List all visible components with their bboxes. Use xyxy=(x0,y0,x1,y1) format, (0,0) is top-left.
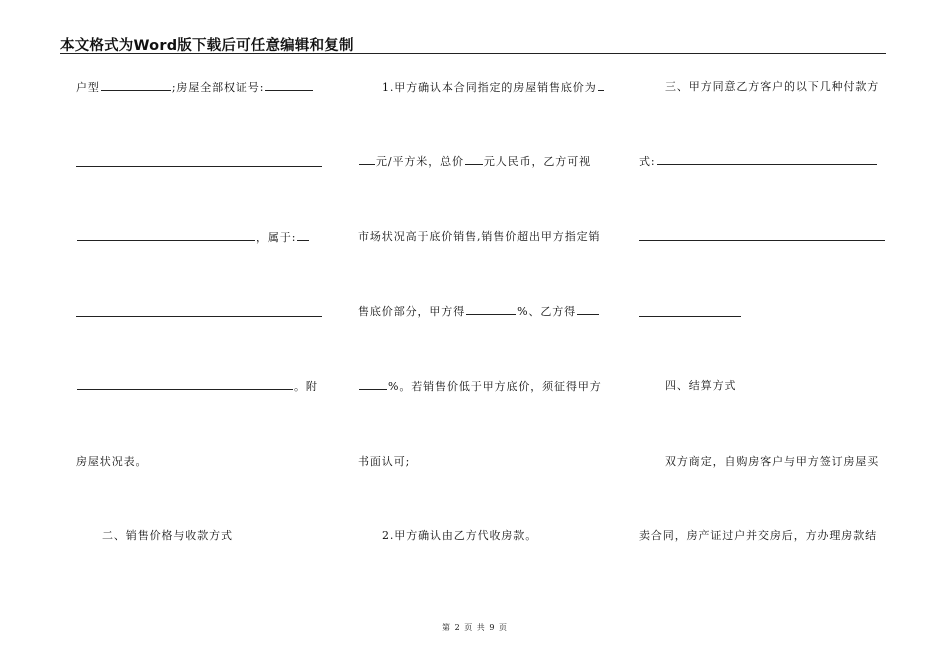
text-fragment: 市场状况高于底价销售,销售价超出甲方指定销 xyxy=(358,230,601,243)
header-banner: 本文格式为Word版下载后可任意编辑和复制 xyxy=(60,38,354,54)
text-line xyxy=(76,455,147,469)
section-heading xyxy=(102,529,233,543)
text-fragment: 1.甲方确认本合同指定的房屋销售底价为 xyxy=(382,81,597,94)
fill-blank xyxy=(265,80,313,91)
page-prefix: 第 xyxy=(442,623,452,632)
page-total: 9 xyxy=(489,623,496,632)
text-line xyxy=(639,154,878,169)
text-line xyxy=(76,230,310,245)
text-line xyxy=(382,529,537,543)
fill-blank xyxy=(657,154,877,165)
text-fragment: ;房屋全部权证号: xyxy=(171,81,265,94)
text-line xyxy=(639,529,877,543)
text-line xyxy=(358,379,602,394)
text-fragment: 书面认可; xyxy=(358,455,411,468)
text-fragment: 四、结算方式 xyxy=(665,379,737,392)
section-heading xyxy=(665,80,879,94)
fill-blank xyxy=(466,304,516,315)
column-1 xyxy=(76,0,322,672)
text-fragment: 式: xyxy=(639,155,656,168)
text-fragment: 三、甲方同意乙方客户的以下几种付款方 xyxy=(665,80,880,93)
text-line xyxy=(76,379,318,394)
text-line xyxy=(358,304,600,319)
text-fragment: 售底价部分，甲方得 xyxy=(358,305,466,318)
text-fragment: 元人民币，乙方可视 xyxy=(483,155,592,168)
column-3 xyxy=(639,0,885,672)
text-fragment: %。若销售价低于甲方底价，须征得甲方 xyxy=(388,380,602,393)
text-fragment: 卖合同，房产证过户并交房后，方办理房款结 xyxy=(639,529,877,542)
text-fragment: 元/平方米，总价 xyxy=(376,155,464,168)
text-line xyxy=(382,80,605,95)
fill-blank xyxy=(77,379,293,390)
section-heading xyxy=(665,379,736,393)
text-fragment: ，属于: xyxy=(256,231,297,244)
fill-blank xyxy=(359,379,387,390)
page-current: 2 xyxy=(454,623,461,632)
text-fragment: 户型 xyxy=(76,81,100,94)
fill-blank xyxy=(465,154,483,165)
text-line xyxy=(358,455,410,469)
page-suffix: 页 xyxy=(498,623,508,632)
text-fragment: 双方商定，自购房客户与甲方签订房屋买 xyxy=(665,455,880,468)
fill-blank xyxy=(359,154,375,165)
page-middle: 页 共 xyxy=(464,623,486,632)
column-2 xyxy=(358,0,604,672)
fill-blank xyxy=(577,304,599,315)
text-fragment: %、乙方得 xyxy=(517,305,577,318)
page-number xyxy=(0,622,950,633)
text-fragment: 。附 xyxy=(294,380,318,393)
text-line xyxy=(358,230,600,244)
text-fragment: 房屋状况表。 xyxy=(76,455,148,468)
text-fragment: 二、销售价格与收款方式 xyxy=(102,529,233,542)
blank-line xyxy=(76,316,322,317)
fill-blank xyxy=(297,230,309,241)
text-line xyxy=(76,80,314,95)
fill-blank xyxy=(101,80,171,91)
blank-line xyxy=(639,240,885,241)
blank-line xyxy=(639,316,741,317)
blank-line xyxy=(76,166,322,167)
text-fragment: 2.甲方确认由乙方代收房款。 xyxy=(382,529,538,542)
fill-blank xyxy=(598,80,604,91)
fill-blank xyxy=(77,230,255,241)
text-line xyxy=(358,154,591,169)
text-line xyxy=(665,455,879,469)
